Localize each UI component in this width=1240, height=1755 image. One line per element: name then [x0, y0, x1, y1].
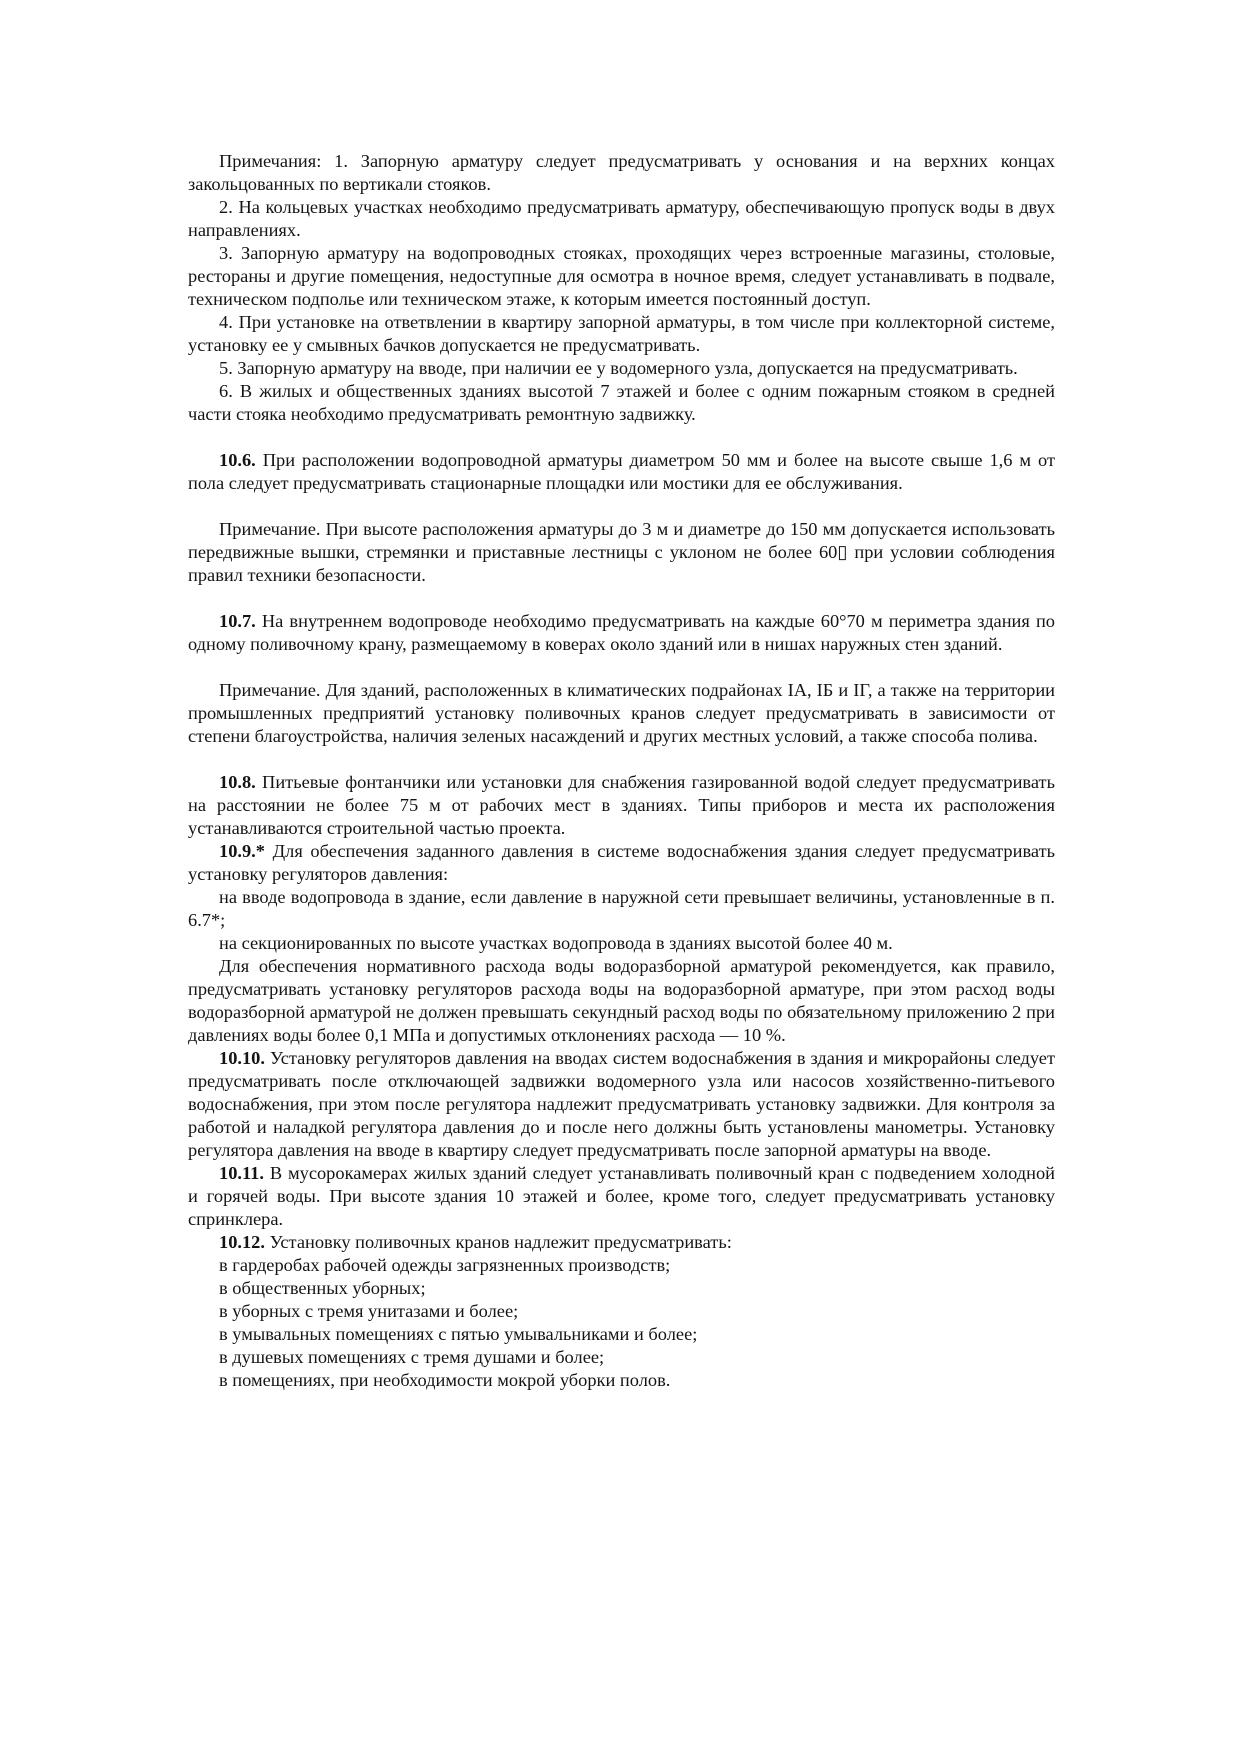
note-10-6: Примечание. При высоте расположения арматуры до 3 м и диаметре до 150 мм допускается использовать передвижные вышки, стремянки и приставные лестницы с уклоном не более 60▯ при условии соблюдения правил техники безопасности.: [188, 519, 1055, 585]
list-item: в уборных с тремя унитазами и более;: [219, 1301, 519, 1321]
section-10-10: [188, 1047, 1055, 1162]
section-10-9: [188, 840, 1055, 886]
document-page: [188, 150, 1055, 1392]
paragraph-gap: [188, 587, 1055, 610]
list-item: в гардеробах рабочей одежды загрязненных производств;: [219, 1255, 671, 1275]
section-10-6: [188, 449, 1055, 495]
list-item: в душевых помещениях с тремя душами и более;: [219, 1347, 605, 1367]
note-paragraph: 4. При установке на ответвлении в квартиру запорной арматуры, в том числе при коллекторной системе, установку ее у смывных бачков допускается не предусматривать.: [188, 312, 1055, 355]
section-text: В мусорокамерах жилых зданий следует устанавливать поливочный кран с подведением холодной и горячей воды. При высоте здания 10 этажей и более, кроме того, следует предусматривать установку спринклера.: [188, 1163, 1055, 1229]
note-paragraph: 2. На кольцевых участках необходимо предусматривать арматуру, обеспечивающую пропуск воды в двух направлениях.: [188, 197, 1055, 240]
list-item: в умывальных помещениях с пятью умывальниками и более;: [219, 1324, 698, 1344]
section-10-12: [188, 1231, 1055, 1254]
section-text: При расположении водопроводной арматуры диаметром 50 мм и более на высоте свыше 1,6 м от пола следует предусматривать стационарные площадки или мостики для ее обслуживания.: [188, 450, 1055, 493]
paragraph-gap: [188, 426, 1055, 449]
section-text: Питьевые фонтанчики или установки для снабжения газированной водой следует предусматривать на расстоянии не более 75 м от рабочих мест в зданиях. Типы приборов и места их расположения устанавливаются строительной частью проекта.: [188, 772, 1055, 838]
list-item: на вводе водопровода в здание, если давление в наружной сети превышает величины, установленные в п. 6.7*;: [188, 887, 1055, 930]
section-10-11: [188, 1162, 1055, 1231]
section-number: 10.7.: [219, 611, 256, 631]
paragraph-gap: [188, 495, 1055, 518]
list-item: в общественных уборных;: [219, 1278, 426, 1298]
list-item: Для обеспечения нормативного расхода воды водоразборной арматурой рекомендуется, как правило, предусматривать установку регуляторов расхода воды на водоразборной арматуре, при этом расход воды водоразборной арматурой не должен превышать секундный расход воды по обязательному приложению 2 при давлениях воды более 0,1 МПа и допустимых отклонениях расхода — 10 %.: [188, 956, 1055, 1045]
note-paragraph: 3. Запорную арматуру на водопроводных стояках, проходящих через встроенные магазины, столовые, рестораны и другие помещения, недоступные для осмотра в ночное время, следует устанавливать в подвале, техническом подполье или техническом этаже, к которым имеется постоянный доступ.: [188, 243, 1055, 309]
paragraph-gap: [188, 656, 1055, 679]
note-paragraph: Примечания: 1. Запорную арматуру следует предусматривать у основания и на верхних концах закольцованных по вертикали стояков.: [188, 151, 1055, 194]
section-number: 10.6.: [219, 450, 256, 470]
section-10-7: [188, 610, 1055, 656]
list-item: на секционированных по высоте участках водопровода в зданиях высотой более 40 м.: [219, 933, 893, 953]
section-number: 10.11.: [219, 1163, 264, 1183]
note-paragraph: 5. Запорную арматуру на вводе, при наличии ее у водомерного узла, допускается на предусматривать.: [219, 358, 1018, 378]
section-number: 10.9.*: [219, 841, 265, 861]
section-text: Установку поливочных кранов надлежит предусматривать:: [264, 1232, 732, 1252]
section-number: 10.8.: [219, 772, 256, 792]
list-item: в помещениях, при необходимости мокрой уборки полов.: [219, 1370, 671, 1390]
section-number: 10.12.: [219, 1232, 265, 1252]
paragraph-gap: [188, 748, 1055, 771]
section-text: Установку регуляторов давления на вводах систем водоснабжения в здания и микрорайоны следует предусматривать после отключающей задвижки водомерного узла или насосов хозяйственно-питьевого водоснабжения, при этом после регулятора надлежит предусматривать установку задвижки. Для контроля за работой и наладкой регулятора давления до и после него должны быть установлены манометры. Установку регулятора давления на вводе в квартиру следует предусматривать после запорной арматуры на вводе.: [188, 1048, 1055, 1160]
section-text: На внутреннем водопроводе необходимо предусматривать на каждые 60°70 м периметра здания по одному поливочному крану, размещаемому в коверах около зданий или в нишах наружных стен зданий.: [188, 611, 1055, 654]
section-text: Для обеспечения заданного давления в системе водоснабжения здания следует предусматривать установку регуляторов давления:: [188, 841, 1055, 884]
section-10-8: [188, 771, 1055, 840]
note-paragraph: 6. В жилых и общественных зданиях высотой 7 этажей и более с одним пожарным стояком в средней части стояка необходимо предусматривать ремонтную задвижку.: [188, 381, 1055, 424]
note-10-7: Примечание. Для зданий, расположенных в климатических подрайонах IА, IБ и IГ, а также на территории промышленных предприятий установку поливочных кранов следует предусматривать в зависимости от степени благоустройства, наличия зеленых насаждений и других местных условий, а также способа полива.: [188, 680, 1055, 746]
section-number: 10.10.: [219, 1048, 265, 1068]
